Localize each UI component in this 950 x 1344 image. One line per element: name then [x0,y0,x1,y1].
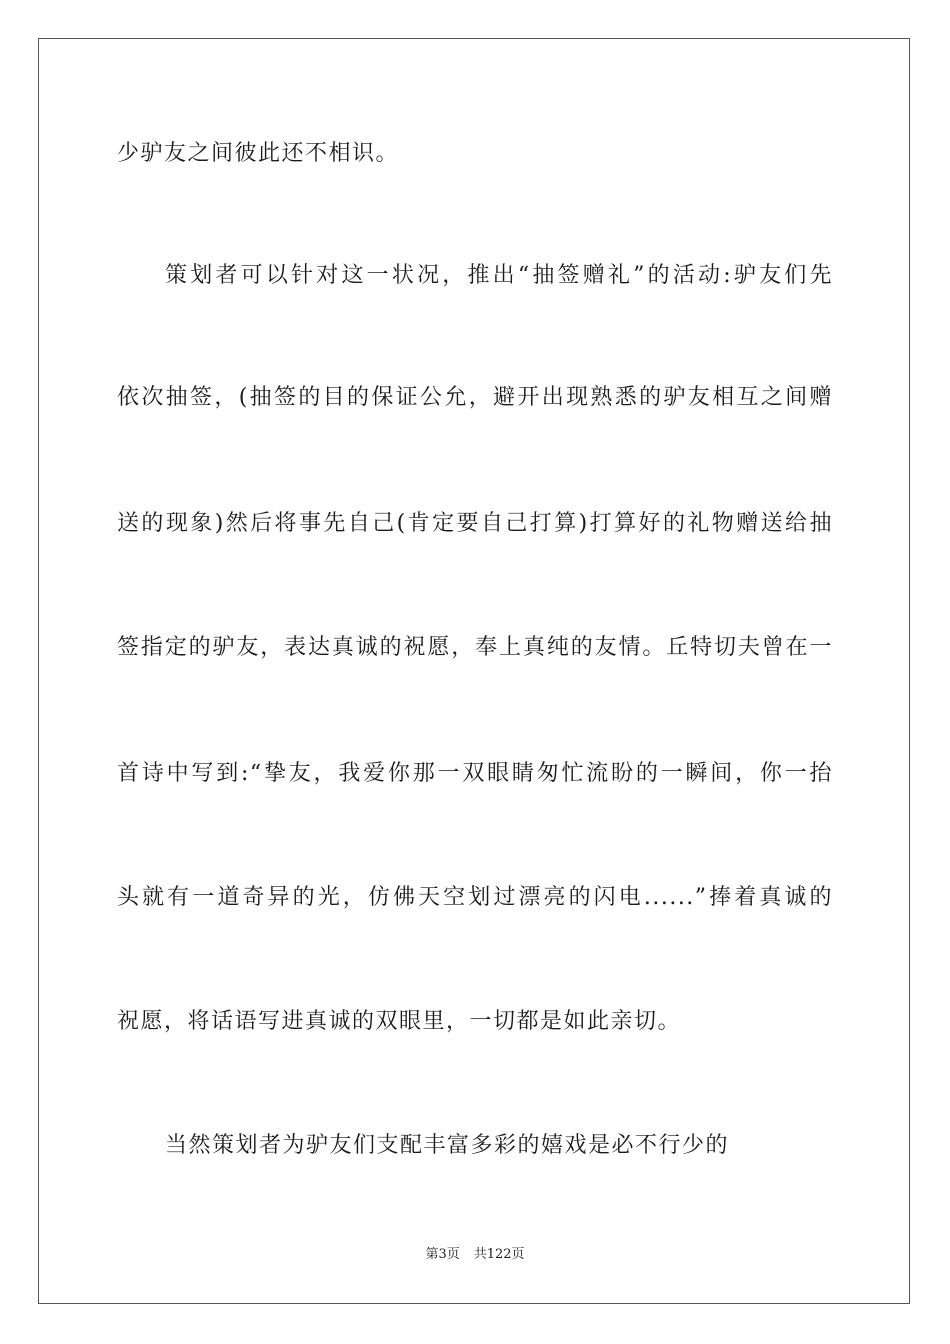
text-line-8: 祝愿，将话语写进真诚的双眼里，一切都是如此亲切。 [117,1009,682,1034]
text-line-4: 送的现象)然后将事先自己(肯定要自己打算)打算好的礼物赠送给抽 [117,511,833,536]
text-line-1: 少驴友之间彼此还不相识。 [117,141,400,166]
text-line-6: 首诗中写到:“挚友，我爱你那一双眼睛匆忙流盼的一瞬间，你一抬 [117,761,833,786]
text-line-5: 签指定的驴友，表达真诚的祝愿，奉上真纯的友情。丘特切夫曾在一 [117,635,833,660]
page-total: 共122页 [473,1247,525,1262]
text-line-3: 依次抽签，(抽签的目的保证公允，避开出现熟悉的驴友相互之间赠 [117,385,833,410]
page-border [38,38,910,1304]
text-line-7: 头就有一道奇异的光，仿佛天空划过漂亮的闪电......”捧着真诚的 [117,885,833,910]
paragraph-start-line-2: 当然策划者为驴友们支配丰富多彩的嬉戏是必不行少的 [165,1133,730,1158]
page-number: 第3页 [425,1247,460,1262]
page-footer [0,1246,950,1264]
paragraph-start-line: 策划者可以针对这一状况，推出“抽签赠礼”的活动:驴友们先 [165,263,833,288]
